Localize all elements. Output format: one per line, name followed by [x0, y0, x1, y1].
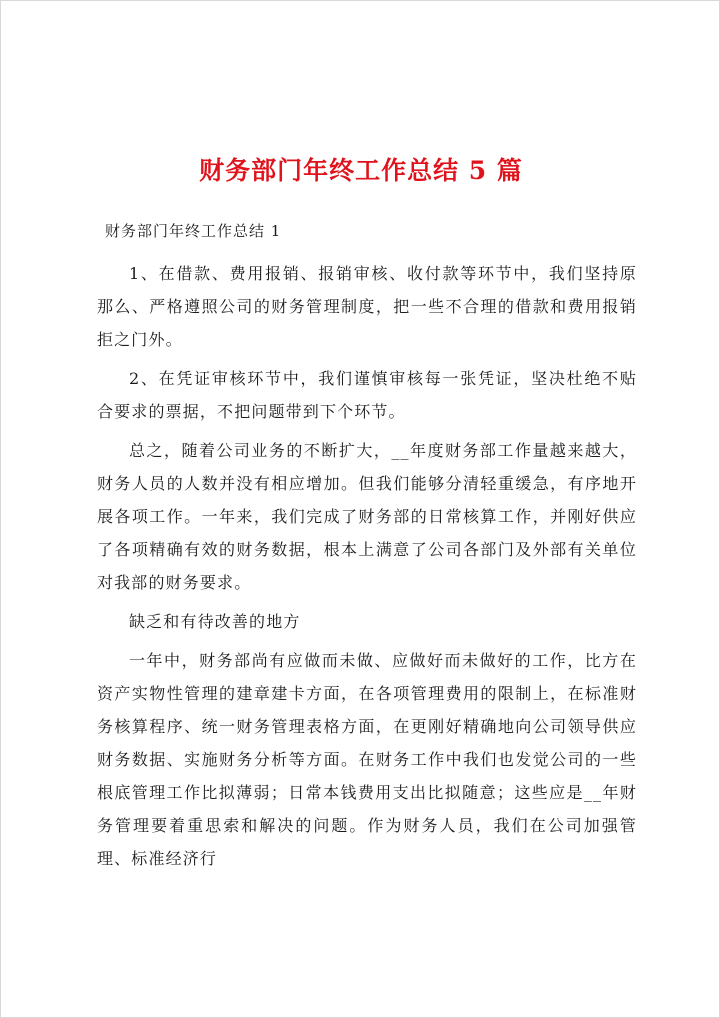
document-subtitle: 财务部门年终工作总结 1: [105, 222, 282, 240]
paragraph-3: 总之，随着公司业务的不断扩大，__年度财务部工作量越来越大，财务人员的人数并没有相应增加。但我们能够分清轻重缓急，有序地开展各项工作。一年来，我们完成了财务部的日常核算工作，并刚好供应了各项精确有效的财务数据，根本上满意了公司各部门及外部有关单位对我部的财务要求。: [97, 441, 637, 592]
document-body: [97, 219, 637, 881]
paragraph-2: 2、在凭证审核环节中，我们谨慎审核每一张凭证，坚决杜绝不贴合要求的票据，不把问题带到下个环节。: [97, 369, 637, 421]
paragraph-1: 1、在借款、费用报销、报销审核、收付款等环节中，我们坚持原那么、严格遵照公司的财务管理制度，把一些不合理的借款和费用报销拒之门外。: [97, 264, 637, 349]
closing-paragraph: 一年中，财务部尚有应做而未做、应做好而未做好的工作，比方在资产实物性管理的建章建卡方面，在各项管理费用的限制上，在标准财务核算程序、统一财务管理表格方面，在更刚好精确地向公司领导供应财务数据、实施财务分析等方面。在财务工作中我们也发觉公司的一些根底管理工作比拟薄弱；日常本钱费用支出比拟随意；这些应是__年财务管理要着重思索和解决的问题。作为财务人员，我们在公司加强管理、标准经济行: [97, 651, 637, 868]
document-title: 财务部门年终工作总结 5 篇: [199, 156, 523, 185]
section-heading: 缺乏和有待改善的地方: [129, 612, 301, 631]
